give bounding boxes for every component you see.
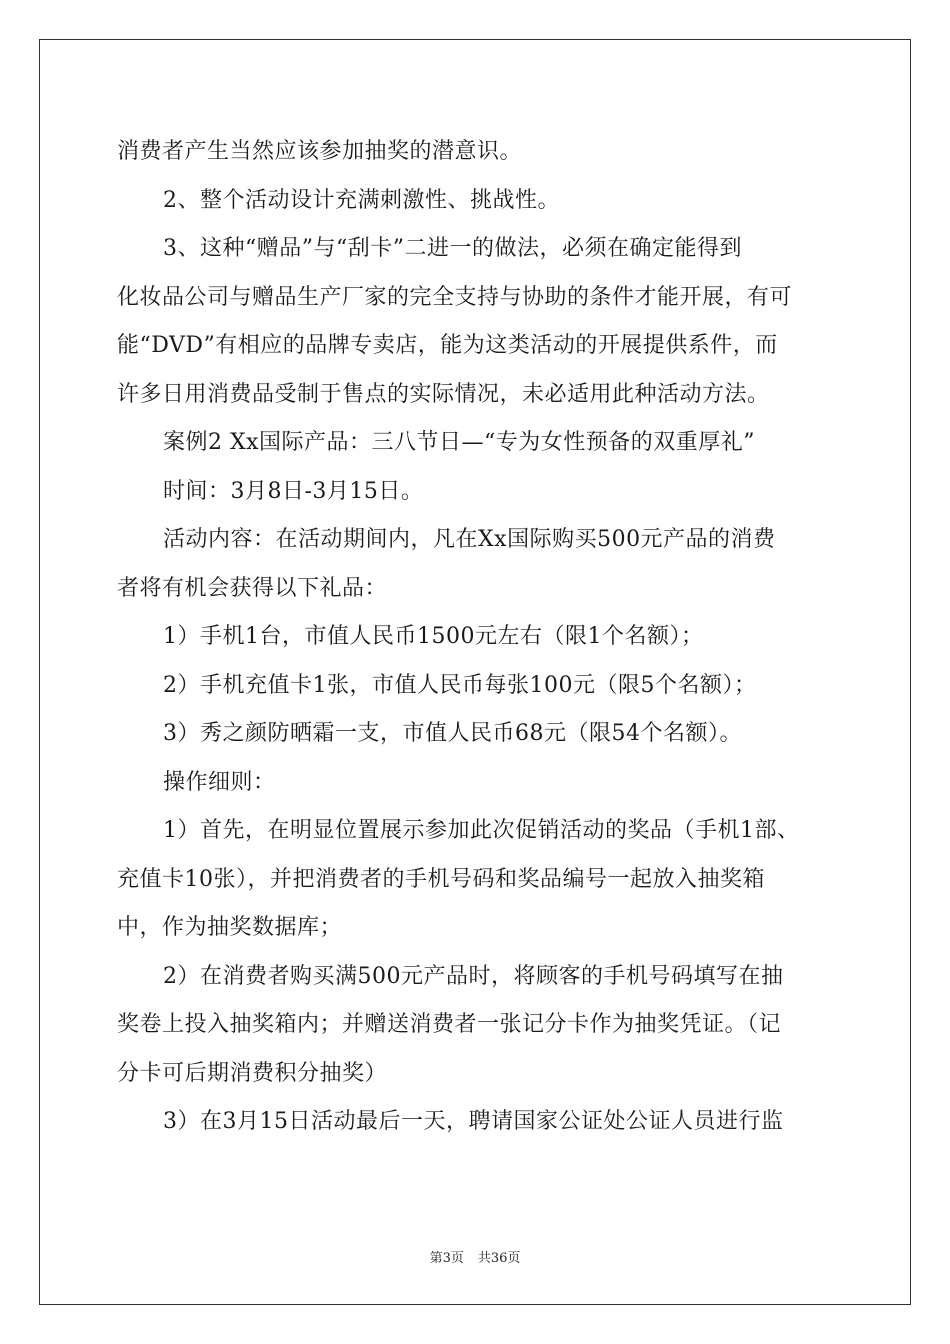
paragraph-line: 3）在3月15日活动最后一天，聘请国家公证处公证人员进行监 [163, 1109, 784, 1134]
paragraph-line: 活动内容：在活动期间内，凡在Xx国际购买500元产品的消费 [163, 527, 776, 552]
paragraph-line: 能“DVD”有相应的品牌专卖店，能为这类活动的开展提供系件，而 [117, 333, 778, 358]
paragraph-line: 分卡可后期消费积分抽奖） [117, 1060, 388, 1086]
paragraph-line: 1）手机1台，市值人民币1500元左右（限1个名额）； [163, 624, 704, 649]
paragraph-line: 充值卡10张），并把消费者的手机号码和奖品编号一起放入抽奖箱 [117, 866, 765, 892]
page-total: 共36页 [477, 1251, 521, 1266]
paragraph-line: 化妆品公司与赠品生产厂家的完全支持与协助的条件才能开展，有可 [117, 284, 793, 310]
paragraph-line: 1）首先，在明显位置展示参加此次促销活动的奖品（手机1部、 [163, 818, 800, 843]
page-footer [0, 1247, 950, 1266]
paragraph-line: 2）手机充值卡1张，市值人民币每张100元（限5个名额）； [163, 672, 757, 698]
paragraph-line: 时间：3月8日-3月15日。 [163, 478, 424, 504]
paragraph-line: 2、整个活动设计充满刺激性、挑战性。 [163, 187, 560, 213]
paragraph-line: 3、这种“赠品”与“刮卡”二进一的做法，必须在确定能得到 [163, 236, 742, 261]
paragraph-line: 2）在消费者购买满500元产品时，将顾客的手机号码填写在抽 [163, 963, 784, 989]
paragraph-line: 者将有机会获得以下礼品： [117, 575, 388, 601]
document-body [117, 128, 837, 1147]
paragraph-line: 奖卷上投入抽奖箱内；并赠送消费者一张记分卡作为抽奖凭证。（记 [117, 1012, 782, 1037]
paragraph-line: 操作细则： [163, 769, 276, 795]
paragraph-line: 案例2 Xx国际产品：三八节日—“专为女性预备的双重厚礼” [163, 430, 756, 455]
paragraph-line: 中，作为抽奖数据库； [117, 915, 343, 940]
paragraph-line: 3）秀之颜防晒霜一支，市值人民币68元（限54个名额）。 [163, 721, 742, 746]
paragraph-line: 消费者产生当然应该参加抽奖的潜意识。 [117, 139, 523, 164]
page-number: 第3页 [429, 1251, 464, 1266]
paragraph-line: 许多日用消费品受制于售点的实际情况，未必适用此种活动方法。 [117, 381, 770, 407]
